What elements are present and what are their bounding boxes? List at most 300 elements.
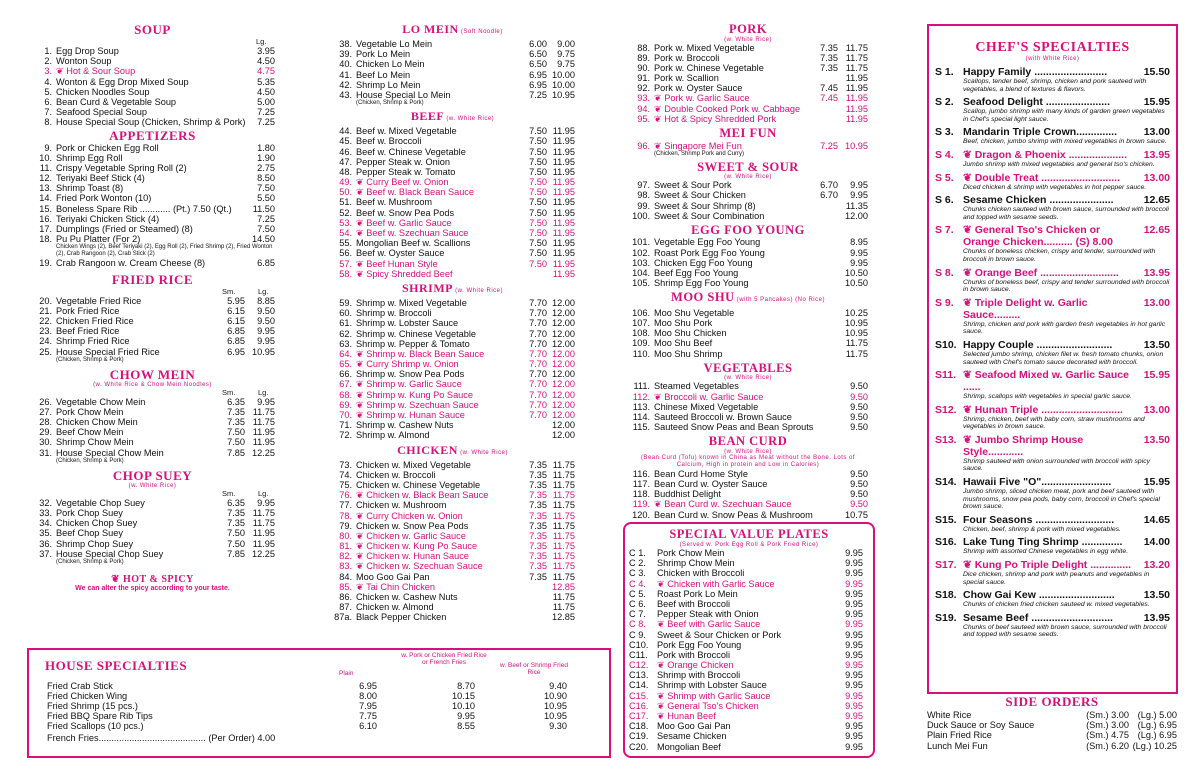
- item-price-small: 7.50: [529, 207, 547, 218]
- menu-item: [330, 500, 575, 510]
- menu-item: [330, 298, 575, 308]
- item-name: Beef w. Oyster Sauce: [356, 248, 445, 259]
- side-item: [927, 720, 1177, 730]
- item-number: 80.: [339, 530, 352, 541]
- menu-item: [330, 208, 575, 218]
- item-number: 108.: [632, 328, 650, 339]
- item-name: Shrimp w. Lobster Sauce: [356, 318, 459, 329]
- chef-item-code: S 8.: [935, 266, 954, 279]
- menu-item: [330, 329, 575, 339]
- item-price-large: 11.95: [552, 207, 575, 218]
- chef-item-price: 13.50: [1143, 338, 1170, 351]
- chef-item-code: S16.: [935, 536, 957, 549]
- item-number: 6.: [44, 96, 52, 107]
- house-item-name: Fried Chicken Wing: [47, 691, 128, 701]
- item-price-large: 4.50: [257, 56, 275, 67]
- item-price-small: 7.35: [820, 62, 838, 73]
- item-price-large: 14.50: [252, 234, 275, 245]
- item-name: Teriyaki Chicken Stick (4): [56, 213, 160, 224]
- item-number: 111.: [633, 381, 650, 392]
- menu-item: [330, 218, 575, 228]
- chef-item-price: 13.95: [1143, 266, 1170, 279]
- menu-item: [330, 147, 575, 157]
- item-name: ❦ Chicken w. Hunan Sauce: [356, 551, 469, 562]
- chef-item-price: 15.50: [1143, 66, 1170, 78]
- item-price-large: 1.90: [257, 152, 275, 163]
- item-number: 4.: [44, 76, 52, 87]
- chef-item-name: ❦ Jumbo Shrimp House Style............: [963, 433, 1084, 458]
- item-price-large: 12.00: [552, 348, 575, 359]
- value-subtitle: (Served w. Pork Egg Roll & Pork Fried Rice): [679, 542, 819, 548]
- item-price-small: 7.50: [529, 228, 547, 238]
- chef-item-code: S 5.: [935, 171, 954, 184]
- chefs-specialties-box: [927, 24, 1178, 694]
- item-price-large: 10.95: [845, 318, 868, 329]
- chef-item-title: [963, 172, 1170, 184]
- chef-item-price: 15.95: [1143, 369, 1170, 382]
- value-item: [629, 548, 869, 558]
- value-code: C 6.: [629, 598, 646, 609]
- item-price-small: 7.50: [529, 156, 547, 167]
- item-price-large: 11.95: [845, 103, 868, 114]
- item-name: Buddhist Delight: [654, 489, 721, 500]
- value-item: [629, 691, 869, 701]
- item-price-large: 11.75: [552, 500, 575, 511]
- item-price-large: 12.85: [552, 581, 575, 592]
- chef-item-desc: Chicken, beef, shrimp & pork with mixed vegetables.: [963, 525, 1121, 533]
- item-number: 7.: [44, 107, 52, 118]
- menu-item: [30, 183, 275, 193]
- chef-item-price: 13.00: [1143, 126, 1170, 139]
- item-number: 94.: [637, 103, 650, 114]
- item-price-large: 11.75: [552, 592, 575, 602]
- value-name: Pork Chow Mein: [657, 548, 725, 558]
- item-number: 37.: [39, 548, 52, 559]
- chef-item-title: [963, 126, 1170, 138]
- item-price-large: 11.75: [845, 52, 868, 63]
- value-name: ❦ Shrimp with Garlic Sauce: [657, 690, 771, 701]
- item-name: Bean Curd Home Style: [654, 468, 748, 479]
- chef-item-title: [963, 96, 1170, 108]
- house-item-name: Fried Shrimp (15 pcs.): [47, 701, 138, 711]
- menu-item: [30, 528, 275, 538]
- chef-item-name: Happy Couple ..........................: [963, 338, 1113, 351]
- item-name: House Special Soup (Chicken, Shrimp & Pork): [56, 117, 246, 128]
- menu-item: [30, 407, 275, 417]
- item-price-large: 12.00: [552, 359, 575, 370]
- value-name: Roast Pork Lo Mein: [657, 588, 738, 599]
- item-price-small: 7.70: [529, 410, 547, 420]
- menu-item: [628, 412, 868, 422]
- item-number: 11.: [39, 162, 52, 173]
- value-price: 9.95: [845, 690, 863, 701]
- chef-item-price: 15.95: [1143, 476, 1170, 489]
- item-number: 100.: [632, 210, 650, 221]
- item-name: Shrimp w. Almond: [356, 430, 430, 441]
- item-price-large: 10.95: [552, 89, 575, 100]
- item-price-small: 6.85: [227, 326, 245, 337]
- item-number: 67.: [339, 379, 352, 390]
- item-number: 79.: [339, 520, 352, 531]
- chef-item-code: S15.: [935, 513, 957, 526]
- item-name: Shrimp Egg Foo Young: [654, 278, 749, 289]
- menu-item: [30, 87, 275, 97]
- menu-item: [628, 510, 868, 520]
- item-price-small: 7.70: [529, 328, 547, 339]
- chef-item-code: S12.: [935, 403, 957, 416]
- chef-item-desc: Shrimp, scallops with vegetables in special garlic sauce.: [963, 393, 1132, 401]
- menu-column: [628, 22, 868, 520]
- chef-item: [929, 536, 1176, 556]
- item-number: 87a.: [334, 612, 352, 623]
- item-number: 93.: [637, 93, 650, 104]
- chef-item-desc: Dice chicken, shrimp and pork with peanuts and vegetables in special sauce.: [963, 571, 1150, 586]
- menu-item: [628, 53, 868, 63]
- item-price-small: 7.50: [529, 166, 547, 177]
- item-name: House Special Chop Suey: [56, 548, 164, 559]
- item-name: ❦ Beef w. Szechuan Sauce: [356, 228, 469, 238]
- item-price-small: 7.45: [820, 83, 838, 94]
- menu-item: [330, 480, 575, 490]
- item-price-large: 11.95: [552, 268, 575, 279]
- item-price-small: 7.45: [820, 93, 838, 104]
- value-item: [629, 619, 869, 629]
- item-name: Moo Shu Pork: [654, 318, 713, 329]
- menu-item: [30, 117, 275, 127]
- item-price-small: 6.00: [529, 39, 547, 49]
- hot-spicy-label: ❦ HOT & SPICY: [111, 573, 194, 585]
- menu-item: [628, 402, 868, 412]
- menu-item: [30, 97, 275, 107]
- item-price-large: 11.75: [552, 551, 575, 562]
- item-price-small: 7.25: [820, 140, 838, 151]
- item-name: ❦ Singapore Mei Fun: [654, 140, 742, 151]
- house-price-beef: 9.30: [549, 721, 567, 731]
- item-price-large: 11.95: [552, 217, 575, 228]
- item-price-small: 6.95: [529, 69, 547, 80]
- house-h1: Plain: [339, 670, 354, 677]
- item-number: 13.: [39, 183, 52, 194]
- chef-item: [929, 149, 1176, 169]
- menu-item: [30, 234, 275, 244]
- item-price-small: 7.50: [529, 197, 547, 208]
- menu-item: [330, 157, 575, 167]
- item-price-large: 10.00: [552, 69, 575, 80]
- item-number: 73.: [339, 459, 352, 470]
- item-number: 45.: [339, 136, 352, 147]
- item-name: Moo Shu Shrimp: [654, 348, 723, 359]
- value-item: [629, 721, 869, 731]
- section-title: SWEET & SOUR: [697, 159, 799, 174]
- menu-item: [628, 258, 868, 268]
- value-code: C15.: [629, 690, 649, 701]
- menu-item: [330, 551, 575, 561]
- item-price-large: 7.25: [257, 213, 275, 224]
- item-price-large: 5.35: [257, 76, 275, 87]
- chef-item-price: 13.20: [1143, 559, 1170, 572]
- item-price-small: 7.70: [529, 399, 547, 410]
- menu-item: [628, 489, 868, 499]
- chef-item: [929, 297, 1176, 336]
- value-price: 9.95: [845, 649, 863, 660]
- item-name: ❦ Curry Beef w. Onion: [356, 177, 449, 188]
- menu-item: [628, 180, 868, 190]
- item-number: 53.: [339, 217, 352, 228]
- menu-item: [628, 308, 868, 318]
- menu-item: [330, 269, 575, 279]
- value-code: C10.: [629, 639, 649, 650]
- item-name: Pork or Chicken Egg Roll: [56, 142, 159, 153]
- item-price-large: 9.50: [850, 391, 868, 402]
- header-sm: Sm.: [222, 488, 236, 498]
- menu-item: [330, 308, 575, 318]
- item-number: 16.: [39, 213, 52, 224]
- section-subtitle: (w. White Rice & Chow Mein Noodles): [93, 381, 212, 388]
- value-name: Mongolian Beef: [657, 741, 721, 752]
- menu-item: [330, 602, 575, 612]
- item-number: 23.: [39, 326, 52, 337]
- item-name: Bean Curd & Vegetable Soup: [56, 96, 177, 107]
- item-number: 89.: [637, 52, 650, 63]
- chef-item-title: [963, 224, 1170, 248]
- item-price-small: 7.50: [529, 187, 547, 198]
- chef-item-title: [963, 559, 1170, 571]
- section-title: SOUP: [134, 22, 171, 37]
- item-price-large: 11.75: [552, 459, 575, 470]
- menu-item: [628, 278, 868, 288]
- chef-item-desc: Shrimp, chicken, beef with baby corn, straw mushrooms and vegetables in brown sauce.: [963, 415, 1145, 431]
- item-number: 97.: [637, 180, 650, 191]
- menu-item: [628, 392, 868, 402]
- item-price-large: 9.50: [257, 305, 275, 316]
- house-item-name: Fried Scallops (10 pcs.): [47, 721, 144, 731]
- item-number: 44.: [339, 126, 352, 137]
- value-code: C 9.: [629, 629, 646, 640]
- house-title: HOUSE SPECIALTIES: [45, 658, 188, 673]
- item-number: 51.: [339, 197, 352, 208]
- section-subtitle: (w. White Rice): [128, 482, 177, 489]
- header-lg: Lg.: [258, 387, 269, 397]
- chef-item-title: [963, 369, 1170, 393]
- item-price-small: 7.35: [529, 490, 547, 501]
- chef-item-desc: Beef, chicken, jumbo shrimp with mixed vegetables in brown sauce.: [963, 138, 1167, 146]
- item-name: Pork w. Mixed Vegetable: [654, 42, 755, 53]
- item-name: Crispy Vegetable Spring Roll (2): [56, 162, 187, 173]
- item-number: 86.: [339, 592, 352, 602]
- menu-item: [330, 561, 575, 571]
- item-price-large: 11.95: [552, 177, 575, 188]
- menu-item: [330, 248, 575, 258]
- menu-item: [30, 539, 275, 549]
- menu-item: [30, 204, 275, 214]
- item-price-large: 12.00: [552, 369, 575, 380]
- menu-item: [30, 163, 275, 173]
- chef-item-desc: Chunks of chicken fried chicken sauteed w. mixed vegetables.: [963, 601, 1150, 609]
- menu-item: [330, 126, 575, 136]
- item-price-small: 7.35: [529, 520, 547, 531]
- item-price-small: 7.70: [529, 369, 547, 380]
- item-name: Beef Lo Mein: [356, 69, 411, 80]
- item-number: 49.: [339, 177, 352, 188]
- house-price-plain: 8.00: [359, 691, 377, 701]
- price-headers: [30, 37, 275, 46]
- value-item: [629, 660, 869, 670]
- chef-item-price: 12.65: [1143, 194, 1170, 207]
- section-title: CHOW MEIN: [109, 366, 196, 382]
- chef-item-code: S18.: [935, 589, 957, 602]
- item-price-large: 11.95: [845, 93, 868, 104]
- value-code: C 7.: [629, 609, 646, 620]
- chef-item-name: ❦ Hunan Triple ............................: [963, 403, 1123, 416]
- item-number: 40.: [339, 59, 352, 70]
- menu-item: [628, 73, 868, 83]
- chef-item-title: [963, 297, 1170, 321]
- menu-item: [330, 420, 575, 430]
- item-price-large: 11.95: [552, 136, 575, 147]
- item-price-large: 12.00: [552, 328, 575, 339]
- item-price-large: 11.95: [552, 258, 575, 269]
- menu-item: [628, 201, 868, 211]
- item-name: Chicken Noodles Soup: [56, 86, 150, 97]
- item-number: 101.: [632, 237, 650, 248]
- value-list: [625, 548, 873, 752]
- item-price-large: 9.75: [557, 59, 575, 70]
- house-price-beef: 10.95: [544, 701, 567, 711]
- price-headers: [30, 388, 275, 397]
- chef-item-name: ❦ Kung Po Triple Delight ..............: [963, 559, 1132, 572]
- item-price-small: 7.50: [529, 126, 547, 137]
- menu-item: [30, 549, 275, 559]
- item-name: Black Pepper Chicken: [356, 612, 447, 623]
- item-price-small: 7.35: [529, 541, 547, 552]
- item-name: Shrimp w. Cashew Nuts: [356, 420, 454, 431]
- value-item: [629, 630, 869, 640]
- item-name: Steamed Vegetables: [654, 381, 739, 392]
- item-price-large: 11.75: [845, 62, 868, 73]
- item-name: Vegetable Fried Rice: [56, 295, 142, 306]
- item-price-large: 10.50: [845, 268, 868, 278]
- item-price-small: 7.35: [820, 52, 838, 63]
- chef-item-code: S13.: [935, 433, 957, 446]
- chef-item: [929, 267, 1176, 294]
- item-name: Sweet & Sour Shrimp (8): [654, 200, 756, 211]
- section-subtitle: (w. White Rice): [457, 449, 508, 456]
- chef-item-desc: Jumbo shrimp, sliced chicken meat, pork and beef sauteed with mushrooms, snow pea pods, baby corn, broccoli in Chef's special brown sauce.: [963, 488, 1160, 511]
- menu-item: [330, 400, 575, 410]
- menu-item: [330, 572, 575, 582]
- item-name: ❦ Double Cooked Pork w. Cabbage: [654, 103, 801, 114]
- menu-item: [30, 397, 275, 407]
- section-title: CHOP SUEY: [112, 467, 193, 483]
- item-price-small: 6.15: [227, 315, 245, 326]
- item-price-large: 12.00: [845, 210, 868, 221]
- item-price-large: 6.85: [257, 258, 275, 269]
- menu-item: [330, 430, 575, 440]
- item-name: ❦ Beef w. Black Bean Sauce: [356, 187, 475, 198]
- item-price-large: 11.75: [845, 338, 868, 349]
- value-price: 9.95: [845, 639, 863, 650]
- menu-item: [330, 228, 575, 238]
- value-code: C17.: [629, 711, 649, 721]
- item-name: Shrimp w. Chinese Vegetable: [356, 328, 477, 339]
- side-item: [927, 741, 1177, 751]
- item-price-small: 7.70: [529, 389, 547, 400]
- chef-item-title: [963, 612, 1170, 624]
- menu-item: [30, 258, 275, 268]
- item-name: Shrimp Toast (8): [56, 183, 124, 194]
- french-fries: French Fries.......................................... (Per Order) 4.00: [47, 733, 276, 743]
- menu-item: [30, 326, 275, 336]
- chef-item-title: [963, 589, 1170, 601]
- item-price-small: 7.50: [529, 146, 547, 157]
- item-number: 10.: [39, 152, 52, 163]
- chef-item-desc: Jumbo shrimp with mixed vegetables and general tso's chicken.: [963, 160, 1155, 168]
- section-title: SHRIMP (w. White Rice): [401, 280, 503, 295]
- item-name: Chicken Chop Suey: [56, 518, 138, 529]
- chef-item-title: [963, 434, 1170, 458]
- item-number: 99.: [637, 200, 650, 211]
- item-price-large: 12.00: [552, 430, 575, 441]
- item-price-large: 11.50: [252, 203, 275, 214]
- item-number: 15.: [39, 203, 52, 214]
- house-price-beef: 9.40: [549, 681, 567, 691]
- item-price-large: 9.50: [850, 468, 868, 479]
- item-name: ❦ Chicken w. Black Bean Sauce: [356, 490, 489, 501]
- item-number: 65.: [339, 359, 352, 370]
- item-name: House Special Lo Mein: [356, 89, 451, 100]
- value-name: ❦ Chicken with Garlic Sauce: [657, 578, 775, 589]
- item-number: 59.: [339, 297, 352, 308]
- item-price-small: 7.70: [529, 308, 547, 319]
- item-price-large: 11.75: [552, 510, 575, 521]
- item-name: ❦ Shrimp w. Black Bean Sauce: [356, 348, 485, 359]
- item-name: House Special Fried Rice: [56, 346, 160, 357]
- menu-item: [330, 318, 575, 328]
- item-price-small: 7.50: [227, 427, 245, 438]
- menu-item: [30, 427, 275, 437]
- chef-item-code: S 9.: [935, 296, 954, 309]
- house-item: [47, 681, 587, 691]
- chef-item-name: Sesame Beef ............................: [963, 611, 1113, 624]
- side-large: (Lg.) 6.95: [1137, 730, 1177, 741]
- value-price: 9.95: [845, 741, 863, 752]
- chef-item-code: S 6.: [935, 194, 954, 207]
- side-small: (Sm.) 4.75: [1086, 730, 1129, 741]
- chef-item-title: [963, 66, 1170, 78]
- item-price-large: 2.75: [257, 162, 275, 173]
- menu-item: [628, 104, 868, 114]
- item-number: 31.: [39, 447, 52, 458]
- item-price-large: 9.95: [850, 190, 868, 201]
- item-name: Moo Shu Beef: [654, 338, 713, 349]
- menu-item: [330, 460, 575, 470]
- menu-item: [628, 114, 868, 124]
- price-headers: [30, 287, 275, 296]
- item-name: Chicken w. Almond: [356, 602, 434, 613]
- item-name: ❦ Curry Chicken w. Onion: [356, 510, 463, 521]
- menu-item: [628, 211, 868, 221]
- item-price-small: 6.70: [820, 190, 838, 201]
- value-code: C12.: [629, 660, 649, 671]
- item-number: 17.: [39, 224, 52, 234]
- house-h3: w. Beef or Shrimp Fried Rice: [500, 662, 568, 676]
- item-number: 107.: [632, 318, 650, 329]
- item-price-large: 9.95: [850, 247, 868, 258]
- item-number: 52.: [339, 207, 352, 218]
- side-item: [927, 710, 1177, 720]
- item-note: (Chicken, Shrimp & Pork): [56, 558, 124, 565]
- item-number: 105.: [632, 278, 650, 289]
